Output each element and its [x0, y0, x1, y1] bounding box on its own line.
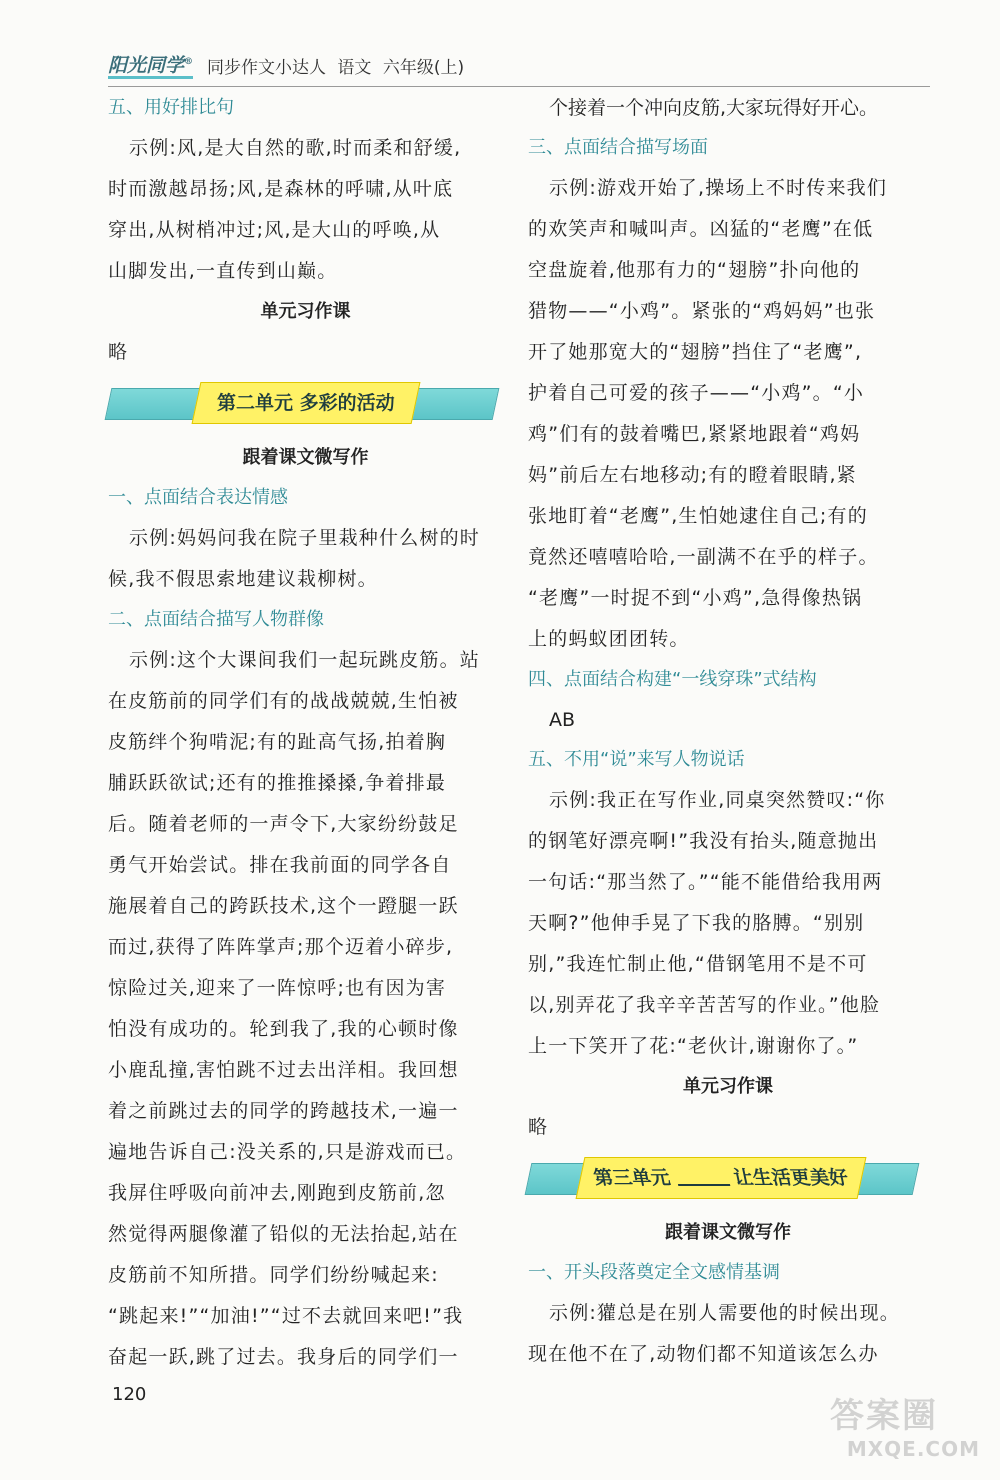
- section-title: 一、点面结合表达情感: [108, 487, 288, 508]
- section-title: 二、点面结合描写人物群像: [108, 609, 324, 630]
- unit-banner: 第三单元 让生活更美好: [528, 1155, 916, 1203]
- answer: AB: [549, 709, 576, 731]
- paragraph: 示例:游戏开始了,操场上不时传来我们 的欢笑声和喊叫声。凶猛的“老鹰”在低 空盘旋着,他那有力的“翅膀”扑向他的 猎物——“小鸡”。紧张的“鸡妈妈”也张 开了她那宽大的“翅膀”挡住了“老鹰”, 护着自己可爱的孩子——“小鸡”。“小 鸡”们有的鼓着嘴巴,紧紧地跟着“鸡妈 妈”前后左右地移动;有的瞪着眼睛,紧 张地盯着“老鹰”,生怕她逮住自己;有的 竟然还嘻嘻哈哈,一副满不在乎的样子。 “老鹰”一时捉不到“小鸡”,急得像热锅 上的蚂蚁团团转。: [528, 177, 888, 650]
- section-title: 三、点面结合描写场面: [528, 137, 708, 158]
- omitted-note: 略: [528, 1116, 548, 1138]
- fill-blank: [674, 1164, 731, 1186]
- subheading: 跟着课文微写作: [242, 447, 369, 468]
- section-title: 一、开头段落奠定全文感情基调: [528, 1262, 780, 1283]
- paragraph: 示例:这个大课间我们一起玩跳皮筋。站 在皮筋前的同学们有的战战兢兢,生怕被 皮筋绊个狗啃泥;有的趾高气扬,拍着胸 脯跃跃欲试;还有的推推搡搡,争着排最 后。随着老师的一声令下,大家纷纷鼓足 勇气开始尝试。排在我前面的同学各自 施展着自己的跨跃技术,这个一蹬腿一跃 而过,获得了阵阵掌声;那个迈着小碎步, 惊险过关,迎来了一阵惊呼;也有因为害 怕没有成功的。轮到我了,我的心顿时像 小鹿乱撞,害怕跳不过去出洋相。我回想 着之前跳过去的同学的跨越技术,一遍一 遍地告诉自己:没关系的,只是游戏而已。 我屏住呼吸向前冲去,刚跑到皮筋前,忽 然觉得两腿像灌了铅似的无法抬起,站在 皮筋前不知所措。同学们纷纷喊起来: “跳起来!”“加油!”“过不去就回来吧!”我 奋起一跃,跳了过去。我身后的同学们一: [108, 649, 481, 1368]
- paragraph: 示例:风,是大自然的歌,时而柔和舒缓, 时而激越昂扬;风,是森林的呼啸,从叶底 穿出,从树梢冲过;风,是大山的呼唤,从 山脚发出,一直传到山巅。: [108, 137, 462, 282]
- watermark-logo: 答案圈 MXQE.COM: [830, 1396, 980, 1461]
- left-column: [108, 88, 503, 1378]
- paragraph: 示例:我正在写作业,同桌突然赞叹:“你 的钢笔好漂亮啊!”我没有抬头,随意抛出 一句话:“那当然了。”“能不能借给我用两 天啊?”他伸手晃了下我的胳膊。“别别 别,”我连忙制止他,“借钢笔用不是不可 以,别弄花了我辛辛苦苦写的作业。”他脸 上一下笑开了花:“老伙计,谢谢你了。”: [528, 789, 886, 1057]
- book-title: 同步作文小达人 语文 六年级(上): [207, 57, 465, 78]
- section-title: 五、不用“说”来写人物说话: [528, 749, 745, 770]
- paragraph: 示例:獾总是在别人需要他的时候出现。 现在他不在了,动物们都不知道该怎么办: [528, 1302, 901, 1365]
- omitted-note: 略: [108, 341, 128, 363]
- header-rule: [108, 86, 930, 87]
- unit-course-title: 单元习作课: [683, 1076, 773, 1097]
- paragraph: 示例:妈妈问我在院子里栽种什么树的时 候,我不假思索地建议栽柳树。: [108, 527, 481, 590]
- unit-banner: 第二单元 多彩的活动: [108, 380, 496, 428]
- publisher-logo: 阳光同学®: [108, 51, 193, 79]
- subheading: 跟着课文微写作: [665, 1222, 791, 1243]
- section-title: 四、点面结合构建“一线穿珠”式结构: [528, 669, 817, 690]
- page-number: 120: [112, 1384, 147, 1405]
- section-title: 五、用好排比句: [108, 97, 234, 118]
- right-column: [528, 88, 928, 1375]
- unit-course-title: 单元习作课: [260, 301, 351, 322]
- continued-line: 个接着一个冲向皮筋,大家玩得好开心。: [549, 97, 879, 119]
- page-header: [108, 48, 464, 82]
